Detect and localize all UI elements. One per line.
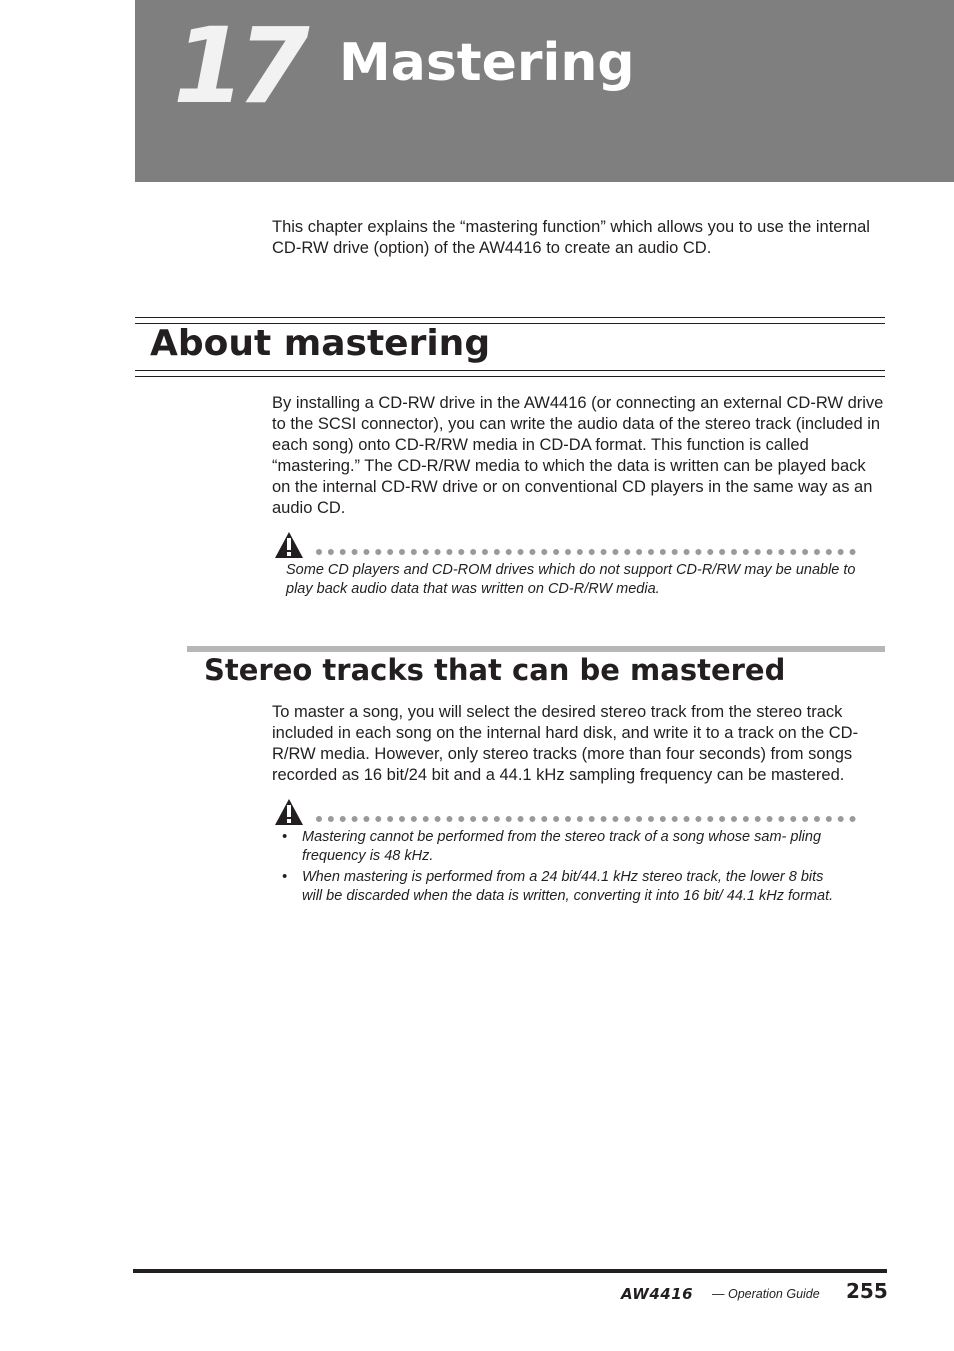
- product-logo: AW4416: [621, 1285, 694, 1303]
- caution-icon: [274, 531, 304, 559]
- bullet: •: [282, 869, 288, 885]
- chapter-title: Mastering: [339, 33, 635, 93]
- caution-item-text: When mastering is performed from a 24 bit/44.1 kHz stereo track, the lower 8 bits will be discarded when the data is written, converting it into 16 bit/ 44.1 kHz format.: [302, 869, 834, 904]
- section-title: About mastering: [150, 323, 491, 364]
- caution-header-2: [274, 798, 864, 828]
- subsection-title: Stereo tracks that can be mastered: [204, 653, 786, 687]
- section-body: By installing a CD-RW drive in the AW4416 (or connecting an external CD-RW drive to the SCSI connector), you can write the audio data of the stereo track (included in each song) onto CD-R/RW media in CD-DA format. This function is called “mastering.” The CD-R/RW media to which the data is written can be played back on the internal CD-RW drive or on conventional CD players in the same way as an audio CD.: [272, 394, 884, 517]
- footer-guide-label: — Operation Guide: [712, 1287, 820, 1301]
- caution-dotted-rule: [316, 816, 856, 822]
- list-item: [282, 828, 842, 866]
- page-number: 255: [846, 1279, 888, 1303]
- caution-icon: [274, 798, 304, 826]
- chapter-banner: [135, 0, 954, 182]
- caution-item-text: Mastering cannot be performed from the stereo track of a song whose sam- pling frequency is 48 kHz.: [302, 829, 822, 864]
- caution-header: [274, 531, 864, 561]
- caution-dotted-rule: [316, 549, 856, 555]
- chapter-intro: This chapter explains the “mastering function” which allows you to use the internal CD-RW drive (option) of the AW4416 to create an audio CD.: [272, 218, 870, 257]
- caution-note: Some CD players and CD-ROM drives which do not support CD-R/RW may be unable to play back audio data that was written on CD-R/RW media.: [286, 562, 856, 597]
- subsection-body: To master a song, you will select the desired stereo track from the stereo track included in each song on the internal hard disk, and write it to a track on the CD-R/RW media. However, only stereo tracks (more than four seconds) from songs recorded as 16 bit/24 bit and a 44.1 kHz sampling frequency can be mastered.: [272, 703, 859, 784]
- caution-list: [282, 828, 842, 908]
- section-rule-bottom: [135, 370, 885, 377]
- chapter-number: 17: [173, 5, 302, 127]
- list-item: [282, 868, 842, 906]
- footer-rule: [133, 1269, 887, 1273]
- bullet: •: [282, 829, 288, 845]
